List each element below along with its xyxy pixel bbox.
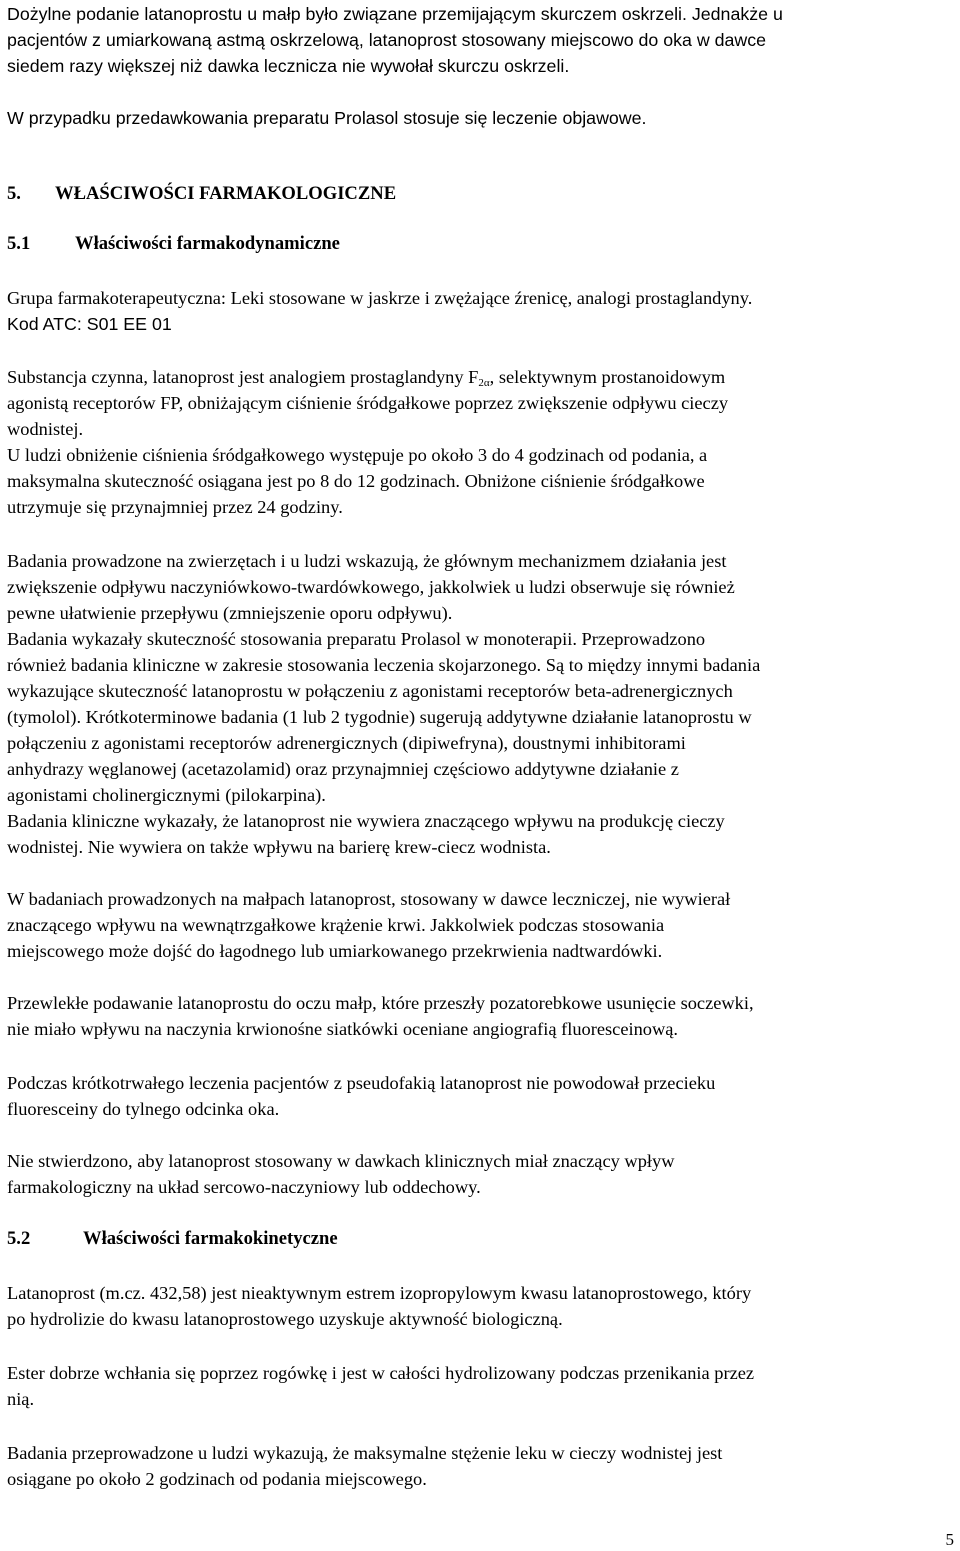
text-line: anhydrazy węglanowej (acetazolamid) oraz przynajmniej częściowo addytywne działanie z	[7, 759, 679, 779]
text-line: wykazujące skuteczność latanoprostu w połączeniu z agonistami receptorów beta-adrenergicznych	[7, 681, 733, 701]
section-5-heading	[7, 181, 955, 207]
text-line: pewne ułatwienie przepływu (zmniejszenie oporu odpływu).	[7, 603, 453, 623]
text-line: zwiększenie odpływu naczyniówkowo-twardówkowego, jakkolwiek u ludzi obserwuje się również	[7, 577, 735, 597]
pk-paragraph-3	[7, 1440, 955, 1492]
text-line: wodnistej.	[7, 419, 84, 439]
section-number: 5.1	[7, 233, 31, 254]
document-page	[7, 1, 955, 1492]
text-line: nie miało wpływu na naczynia krwionośne siatkówki oceniane angiografią fluoresceinową.	[7, 1019, 679, 1039]
section-title: Właściwości farmakodynamiczne	[75, 233, 340, 254]
text-line: również badania kliniczne w zakresie stosowania leczenia skojarzonego. Są to między innymi badania	[7, 655, 761, 675]
text-line: Przewlekłe podawanie latanoprostu do oczu małp, które przeszły pozatorebkowe usunięcie soczewki,	[7, 993, 754, 1013]
monkeys-paragraph	[7, 886, 955, 964]
text-line: wodnistej. Nie wywiera on także wpływu na barierę krew-ciecz wodnista.	[7, 837, 551, 857]
text-line: U ludzi obniżenie ciśnienia śródgałkowego występuje po około 3 do 4 godzinach od podania, a	[7, 445, 708, 465]
text-line: po hydrolizie do kwasu latanoprostowego uzyskuje aktywność biologiczną.	[7, 1309, 563, 1329]
chronic-paragraph	[7, 990, 955, 1042]
section-number: 5.	[7, 183, 21, 204]
text-line: pacjentów z umiarkowaną astmą oskrzelową, latanoprost stosowany miejscowo do oka w dawce	[7, 30, 767, 50]
text-line: agonistami cholinergicznymi (pilokarpina).	[7, 785, 326, 805]
pseudophakia-paragraph	[7, 1070, 955, 1122]
text-line: Latanoprost (m.cz. 432,58) jest nieaktywnym estrem izopropylowym kwasu latanoprostowego, który	[7, 1283, 752, 1303]
section-title: Właściwości farmakokinetyczne	[83, 1228, 338, 1249]
text-line: osiągane po około 2 godzinach od podania miejscowego.	[7, 1469, 427, 1489]
studies-paragraph	[7, 548, 955, 860]
text-line: maksymalna skuteczność osiągana jest po 8 do 12 godzinach. Obniżone ciśnienie śródgałkowe	[7, 471, 705, 491]
intro-paragraph	[7, 1, 955, 79]
text-line: (tymolol). Krótkoterminowe badania (1 lub 2 tygodnie) sugerują addytywne działanie latanoprostu w	[7, 707, 752, 727]
substance-paragraph	[7, 364, 955, 520]
page-number: 5	[945, 1530, 954, 1549]
text-line: Podczas krótkotrwałego leczenia pacjentów z pseudofakią latanoprost nie powodował przecieku	[7, 1073, 716, 1093]
text-line: znaczącego wpływu na wewnątrzgałkowe krążenie krwi. Jakkolwiek podczas stosowania	[7, 915, 665, 935]
text-line: Nie stwierdzono, aby latanoprost stosowany w dawkach klinicznych miał znaczący wpływ	[7, 1151, 675, 1171]
text-line: Dożylne podanie latanoprostu u małp było związane przemijającym skurczem oskrzeli. Jednakże u	[7, 4, 783, 24]
text-line: farmakologiczny na układ sercowo-naczyniowy lub oddechowy.	[7, 1177, 481, 1197]
text-line: agonistą receptorów FP, obniżającym ciśnienie śródgałkowe poprzez zwiększenie odpływu cieczy	[7, 393, 729, 413]
cardio-paragraph	[7, 1148, 955, 1200]
text-line: W badaniach prowadzonych na małpach latanoprost, stosowany w dawce leczniczej, nie wywierał	[7, 889, 731, 909]
pk-paragraph-1	[7, 1280, 955, 1332]
atc-code: Kod ATC: S01 EE 01	[7, 314, 172, 334]
pharmacotherapeutic-group: Grupa farmakoterapeutyczna: Leki stosowane w jaskrze i zwężające źrenicę, analogi prostaglandyny.	[7, 288, 753, 308]
section-5-2-heading	[7, 1226, 955, 1252]
text-line: połączeniu z agonistami receptorów adrenergicznych (dipiwefryna), doustnymi inhibitorami	[7, 733, 686, 753]
section-5-1-heading	[7, 231, 955, 257]
text-line: miejscowego może dojść do łagodnego lub umiarkowanego przekrwienia nadtwardówki.	[7, 941, 663, 961]
text-line: Badania kliniczne wykazały, że latanoprost nie wywiera znaczącego wpływu na produkcję cieczy	[7, 811, 725, 831]
text-line: Badania prowadzone na zwierzętach i u ludzi wskazują, że głównym mechanizmem działania jest	[7, 551, 727, 571]
text-line: nią.	[7, 1389, 35, 1409]
section-number: 5.2	[7, 1228, 31, 1249]
text-line: utrzymuje się przynajmniej przez 24 godziny.	[7, 497, 343, 517]
text-line: Badania przeprowadzone u ludzi wykazują, że maksymalne stężenie leku w cieczy wodnistej jest	[7, 1443, 723, 1463]
text-line: siedem razy większej niż dawka lecznicza nie wywołał skurczu oskrzeli.	[7, 56, 570, 76]
subscript: 2α	[478, 377, 490, 389]
overdose-text: W przypadku przedawkowania preparatu Prolasol stosuje się leczenie objawowe.	[7, 108, 647, 128]
text-line: Badania wykazały skuteczność stosowania preparatu Prolasol w monoterapii. Przeprowadzono	[7, 629, 706, 649]
text-line: Substancja czynna, latanoprost jest analogiem prostaglandyny $F_{2\alpha}$, selektywnym prostanoidowym	[7, 367, 726, 389]
text-line: fluoresceiny do tylnego odcinka oka.	[7, 1099, 280, 1119]
section-title: WŁAŚCIWOŚCI FARMAKOLOGICZNE	[55, 183, 397, 204]
text-line: Ester dobrze wchłania się poprzez rogówkę i jest w całości hydrolizowany podczas przenikania przez	[7, 1363, 755, 1383]
pk-paragraph-2	[7, 1360, 955, 1412]
